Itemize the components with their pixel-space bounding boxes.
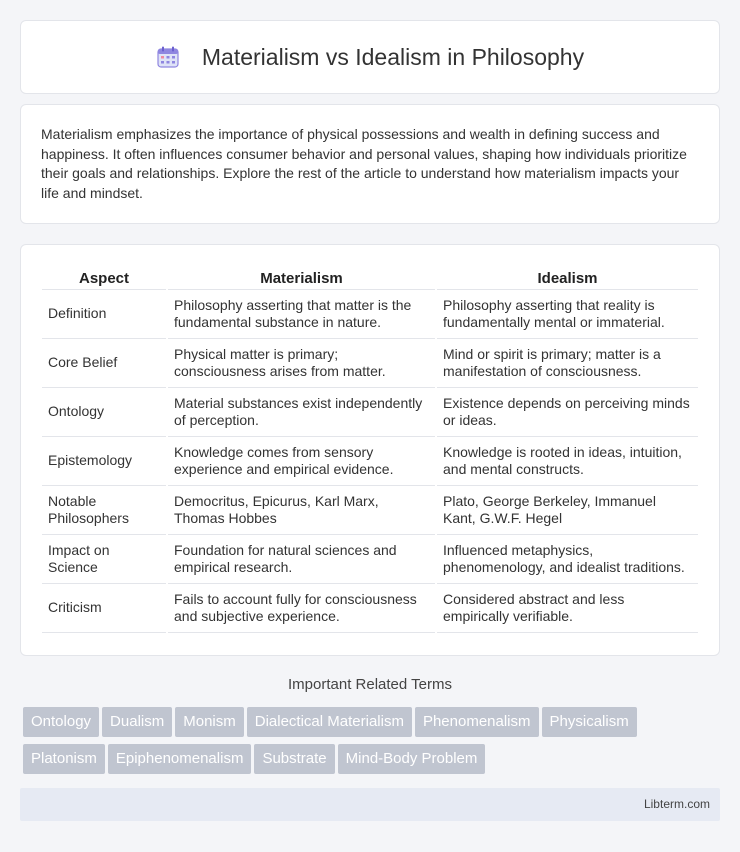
cell-idealism: Plato, George Berkeley, Immanuel Kant, G.W.F. Hegel	[437, 486, 698, 535]
cell-materialism: Knowledge comes from sensory experience and empirical evidence.	[168, 437, 435, 486]
related-term-tag[interactable]: Physicalism	[542, 707, 637, 737]
related-term-tag[interactable]: Mind-Body Problem	[338, 744, 486, 774]
footer	[20, 788, 720, 821]
cell-materialism: Physical matter is primary; consciousness arises from matter.	[168, 339, 435, 388]
title-card	[20, 20, 720, 94]
cell-idealism: Mind or spirit is primary; matter is a manifestation of consciousness.	[437, 339, 698, 388]
cell-aspect: Definition	[42, 290, 166, 339]
related-term-tag[interactable]: Ontology	[23, 707, 99, 737]
cell-aspect: Core Belief	[42, 339, 166, 388]
cell-idealism: Considered abstract and less empirically verifiable.	[437, 584, 698, 633]
cell-aspect: Ontology	[42, 388, 166, 437]
related-term-tag[interactable]: Dualism	[102, 707, 172, 737]
related-terms-title: Important Related Terms	[288, 676, 452, 693]
comparison-table	[42, 267, 698, 633]
cell-aspect: Epistemology	[42, 437, 166, 486]
related-term-tag[interactable]: Phenomenalism	[415, 707, 539, 737]
intro-card	[20, 104, 720, 224]
cell-materialism: Material substances exist independently of perception.	[168, 388, 435, 437]
related-term-tag[interactable]: Monism	[175, 707, 244, 737]
footer-brand[interactable]: Libterm.com	[643, 797, 710, 811]
related-term-tag[interactable]: Epiphenomenalism	[108, 744, 252, 774]
table-row	[42, 584, 698, 633]
related-term-tag[interactable]: Dialectical Materialism	[247, 707, 412, 737]
cell-materialism: Foundation for natural sciences and empirical research.	[168, 535, 435, 584]
cell-aspect: Impact on Science	[42, 535, 166, 584]
cell-aspect: Criticism	[42, 584, 166, 633]
column-header-aspect: Aspect	[42, 267, 166, 290]
related-terms-list	[23, 707, 723, 781]
table-header-row	[42, 267, 698, 290]
calendar-icon	[156, 45, 180, 69]
cell-materialism: Fails to account fully for consciousness and subjective experience.	[168, 584, 435, 633]
cell-idealism: Philosophy asserting that reality is fundamentally mental or immaterial.	[437, 290, 698, 339]
related-term-tag[interactable]: Platonism	[23, 744, 105, 774]
intro-text: Materialism emphasizes the importance of physical possessions and wealth in defining success and happiness. It often influences consumer behavior and personal values, shaping how individuals prioritize their goals and relationships. Explore the rest of the article to understand how materialism impacts your life and mindset.	[41, 126, 687, 201]
table-row	[42, 486, 698, 535]
column-header-materialism: Materialism	[168, 267, 435, 290]
table-row	[42, 339, 698, 388]
comparison-card	[20, 244, 720, 656]
table-row	[42, 388, 698, 437]
table-row	[42, 437, 698, 486]
cell-materialism: Philosophy asserting that matter is the fundamental substance in nature.	[168, 290, 435, 339]
cell-idealism: Knowledge is rooted in ideas, intuition, and mental constructs.	[437, 437, 698, 486]
cell-idealism: Influenced metaphysics, phenomenology, and idealist traditions.	[437, 535, 698, 584]
cell-aspect: Notable Philosophers	[42, 486, 166, 535]
cell-idealism: Existence depends on perceiving minds or ideas.	[437, 388, 698, 437]
table-row	[42, 535, 698, 584]
table-row	[42, 290, 698, 339]
page-title: Materialism vs Idealism in Philosophy	[201, 43, 585, 70]
related-term-tag[interactable]: Substrate	[254, 744, 334, 774]
column-header-idealism: Idealism	[437, 267, 698, 290]
cell-materialism: Democritus, Epicurus, Karl Marx, Thomas Hobbes	[168, 486, 435, 535]
